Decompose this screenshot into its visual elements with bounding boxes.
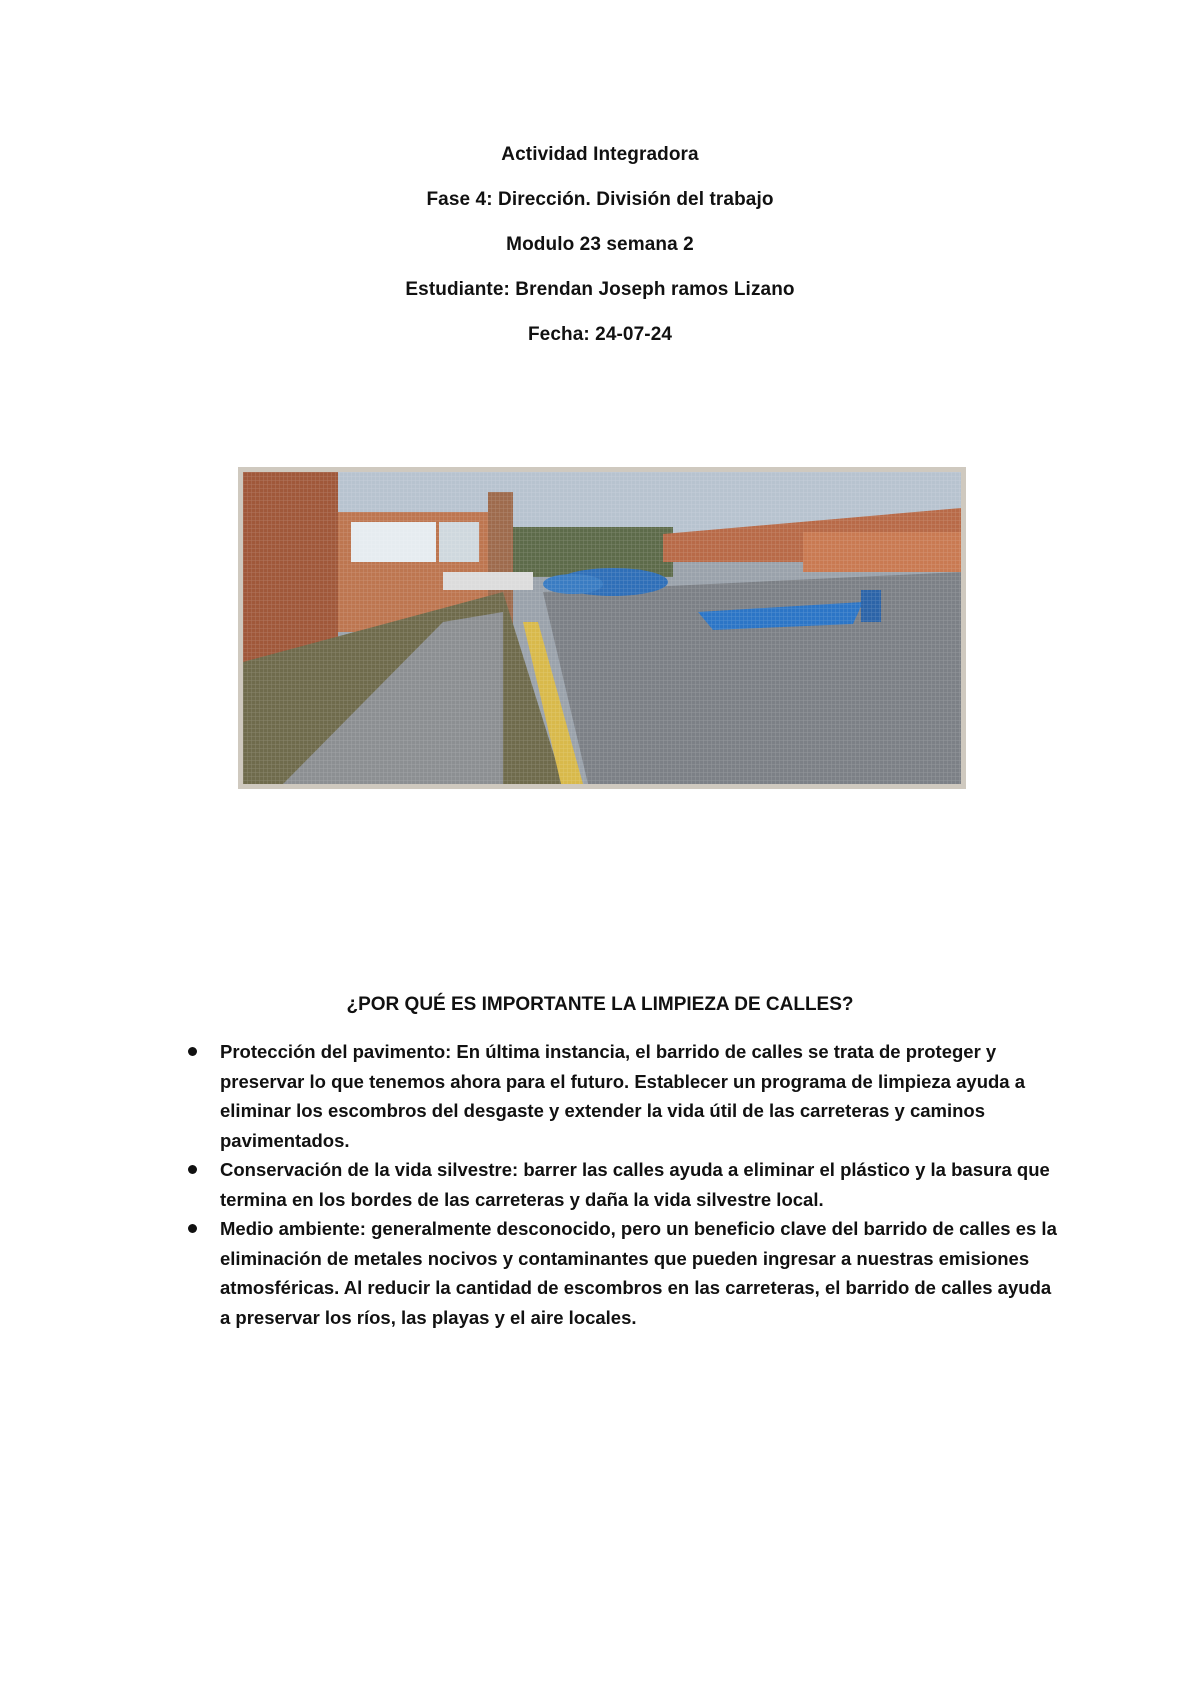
cover-header — [0, 143, 1200, 368]
student-line: Estudiante: Brendan Joseph ramos Lizano — [405, 279, 795, 300]
list-item — [180, 1037, 1060, 1155]
benefits-list — [180, 1037, 1060, 1332]
date-line: Fecha: 24-07-24 — [527, 324, 673, 345]
section-title: ¿POR QUÉ ES IMPORTANTE LA LIMPIEZA DE CALLES? — [346, 994, 854, 1015]
list-item — [180, 1214, 1060, 1332]
bullet-icon — [188, 1165, 197, 1174]
activity-title: Actividad Integradora — [501, 144, 699, 165]
bullet-icon — [188, 1047, 197, 1056]
street-cleaning-photo — [238, 467, 966, 789]
list-item — [180, 1155, 1060, 1214]
list-item-text: Conservación de la vida silvestre: barrer las calles ayuda a eliminar el plástico y la basura que termina en los bordes de las carreteras y daña la vida silvestre local. — [220, 1159, 1050, 1210]
list-item-text: Medio ambiente: generalmente desconocido, pero un beneficio clave del barrido de calles es la eliminación de metales nocivos y contaminantes que pueden ingresar a nuestras emisiones atmosféricas. Al reducir la cantidad de escombros en las carreteras, el barrido de calles ayuda a preservar los ríos, las playas y el aire locales. — [220, 1218, 1057, 1328]
module-line: Modulo 23 semana 2 — [506, 234, 694, 255]
bullet-icon — [188, 1224, 197, 1233]
phase-line: Fase 4: Dirección. División del trabajo — [426, 189, 774, 210]
list-item-text: Protección del pavimento: En última instancia, el barrido de calles se trata de proteger y preservar lo que tenemos ahora para el futuro. Establecer un programa de limpieza ayuda a eliminar los escombros del desgaste y extender la vida útil de las carreteras y caminos pavimentados. — [220, 1041, 1026, 1151]
